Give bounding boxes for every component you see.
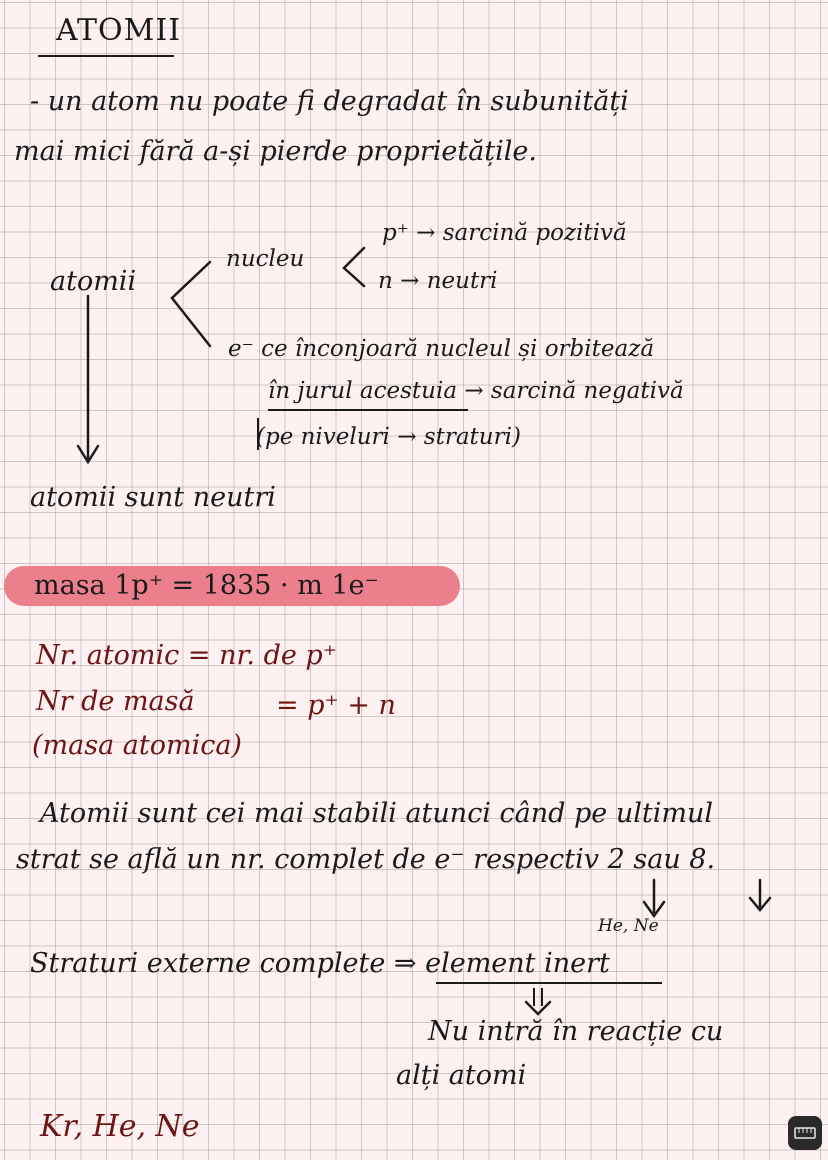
mass-number-formula: = p⁺ + n — [276, 690, 396, 721]
mass-number-label: Nr de masă — [36, 686, 195, 717]
conclusion-text: atomii sunt neutri — [30, 482, 276, 513]
intro-line-2: mai mici fără a-și pierde proprietățile. — [14, 136, 537, 167]
inert-line: Straturi externe complete ⇒ element inert — [30, 948, 610, 979]
stability-line-2: strat se află un nr. complet de e⁻ respectiv 2 sau 8. — [16, 844, 716, 875]
neutron-line: n → neutri — [378, 268, 498, 294]
mass-formula: masa 1p⁺ = 1835 · m 1e⁻ — [34, 570, 379, 601]
electron-line-2: în jurul acestuia → sarcină negativă — [268, 378, 684, 404]
nucleu-label: nucleu — [226, 246, 305, 272]
inert-underline — [436, 982, 662, 984]
inert-consequence-1: Nu intră în reacție cu — [428, 1016, 724, 1047]
stability-line-1: Atomii sunt cei mai stabili atunci când pe ultimul — [40, 798, 713, 829]
proton-line: p⁺ → sarcină pozitivă — [382, 220, 627, 246]
atom-label: atomii — [50, 266, 137, 297]
atomic-number-definition: Nr. atomic = nr. de p⁺ — [36, 640, 337, 671]
noble-gas-examples: Kr, He, Ne — [40, 1109, 200, 1144]
mass-note: (masa atomica) — [32, 730, 242, 761]
electron-line-3: (pe niveluri → straturi) — [256, 424, 521, 450]
ruler-tool-button[interactable] — [788, 1116, 822, 1150]
page-title: ATOMII — [56, 13, 182, 48]
electron-line-1: e⁻ ce înconjoară nucleul și orbitează — [228, 336, 655, 362]
intro-line-1: - un atom nu poate fi degradat în subunități — [30, 86, 629, 117]
inert-consequence-2: alți atomi — [396, 1060, 527, 1091]
noble-gas-note: He, Ne — [598, 916, 659, 936]
ruler-icon — [794, 1127, 816, 1139]
